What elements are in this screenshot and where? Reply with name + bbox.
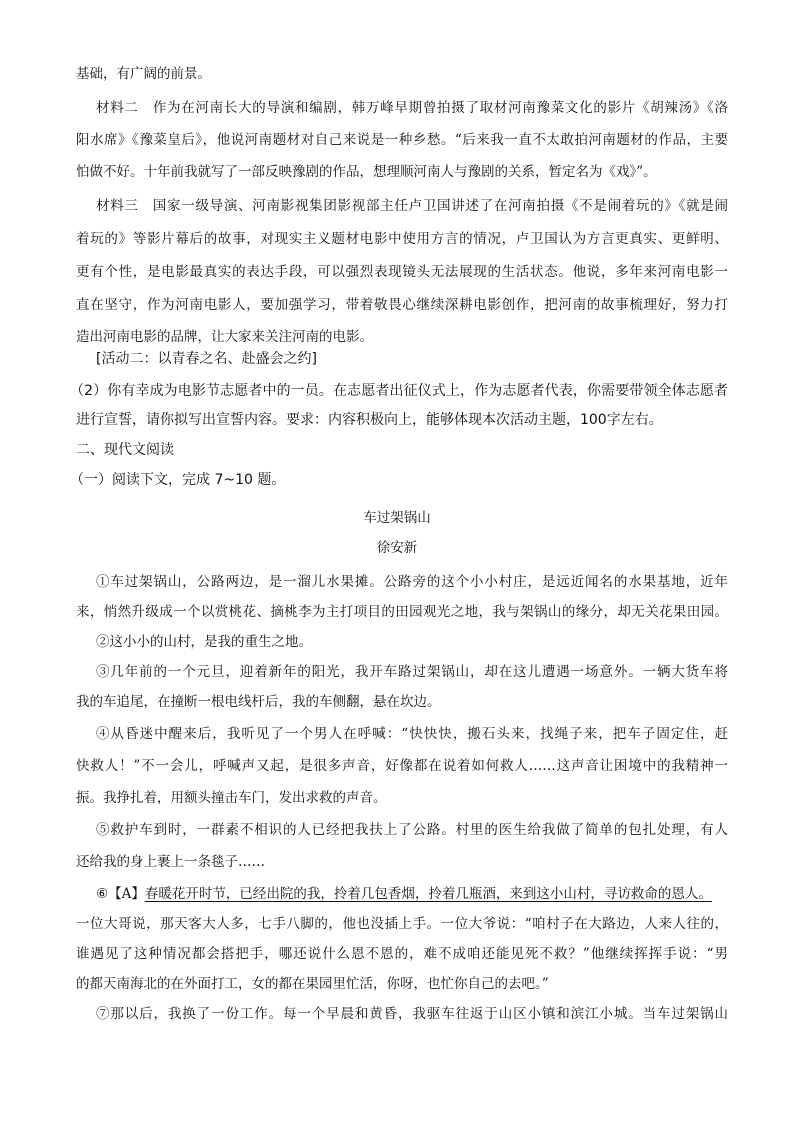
- text-line: 一位大哥说，那天客大人多，七手八脚的，他也没插上手。一位大爷说：“咱村子在大路边，人来人往的，: [76, 916, 728, 932]
- article-title: 车过架锅山: [363, 510, 431, 526]
- activity-heading: [活动二：以青春之名、赴盛会之约]: [96, 351, 317, 367]
- article-author: 徐安新: [376, 540, 418, 556]
- paragraph-5: ⑤救护车到时，一群素不相识的人已经把我扶上了公路。村里的医生给我做了简单的包扎处理，有人: [96, 822, 728, 838]
- text-line: 造出河南电影的品牌，让大家来关注河南的电影。: [76, 329, 373, 345]
- paragraph-material-two: 材料二 作为在河南长大的导演和编剧，韩万峰早期曾拍摄了取材河南豫菜文化的影片《胡辣汤》《洛: [96, 100, 728, 116]
- text-line: 怕做不好。十年前我就写了一部反映豫剧的作品，想理顺河南人与豫剧的关系，暂定名为《戏》”。: [76, 164, 657, 180]
- paragraph-4: ④从昏迷中醒来后，我听见了一个男人在呼喊：“快快快，搬石头来，找绳子来，把车子固定住，赶: [96, 726, 728, 742]
- question-prompt: （2）你有幸成为电影节志愿者中的一员。在志愿者出征仪式上，作为志愿者代表，你需要带领全体志愿者: [70, 383, 728, 399]
- paragraph-material-three: 材料三 国家一级导演、河南影视集团影视部主任卢卫国讲述了在河南拍摄《不是闹着玩的》《就是闹: [96, 198, 728, 214]
- text-line: 着玩的》等影片幕后的故事，对现实主义题材电影中使用方言的情况，卢卫国认为方言更真实、更鲜明、: [76, 231, 728, 247]
- text-line: 直在坚守，作为河南电影人，要加强学习，带着敬畏心继续深耕电影创作，把河南的故事梳理好，努力打: [76, 297, 728, 313]
- text-line: 振。我挣扎着，用额头撞击车门，发出求救的声音。: [76, 790, 387, 806]
- text-line: 的都天南海北的在外面打工，女的都在果园里忙活，你呀，也忙你自己的去吧。”: [76, 976, 549, 992]
- text-line: 更有个性，是电影最真实的表达手段，可以强烈表现镜头无法展现的生活状态。他说，多年来河南电影一: [76, 264, 728, 280]
- underlined-sentence: 春暖花开时节，已经出院的我，拎着几包香烟，拎着几瓶酒，来到这小山村，寻访救命的恩人。: [144, 886, 712, 902]
- blank-marker-a: ⑥【A】: [96, 886, 145, 902]
- text-line: 我的车追尾，在撞断一根电线杆后，我的车侧翻，悬在坎边。: [76, 694, 441, 710]
- text-line: 进行宣誓，请你拟写出宣誓内容。要求：内容积极向上，能够体现本次活动主题，100字左右。: [76, 412, 663, 428]
- reading-instruction: （一）阅读下文，完成 7~10 题。: [70, 472, 286, 488]
- text-line: 还给我的身上裹上一条毯子……: [76, 854, 265, 870]
- paragraph-7: ⑦那以后，我换了一份工作。每一个早晨和黄昏，我驱车往返于山区小镇和滨江小城。当车过架锅山: [96, 1006, 728, 1022]
- paragraph-2: ②这小小的山村，是我的重生之地。: [96, 634, 312, 650]
- text-line: 来，悄然升级成一个以赏桃花、摘桃李为主打项目的田园观光之地，我与架锅山的缘分，却无关花果田园。: [76, 604, 728, 620]
- paragraph-1: ①车过架锅山，公路两边，是一溜儿水果摊。公路旁的这个小小村庄，是远近闻名的水果基地，近年: [96, 574, 728, 590]
- text-line: 快救人！”不一会儿，呼喊声又起，是很多声音，好像都在说着如何救人……这声音让困境中的我精神一: [76, 758, 728, 774]
- text-line: 谁遇见了这种情况都会搭把手，哪还说什么恩不恩的，难不成咱还能见死不救？”他继续挥挥手说：“男: [76, 946, 728, 962]
- paragraph-6: [96, 884, 728, 904]
- section-heading: 二、现代文阅读: [76, 442, 174, 458]
- paragraph-3: ③几年前的一个元旦，迎着新年的阳光，我开车路过架锅山，却在这儿遭遇一场意外。一辆大货车将: [96, 664, 728, 680]
- text-line: 阳水席》《豫菜皇后》，他说河南题材对自己来说是一种乡愁。“后来我一直不太敢拍河南题材的作品，主要: [76, 132, 728, 148]
- text-line: 基础，有广阔的前景。: [76, 66, 211, 82]
